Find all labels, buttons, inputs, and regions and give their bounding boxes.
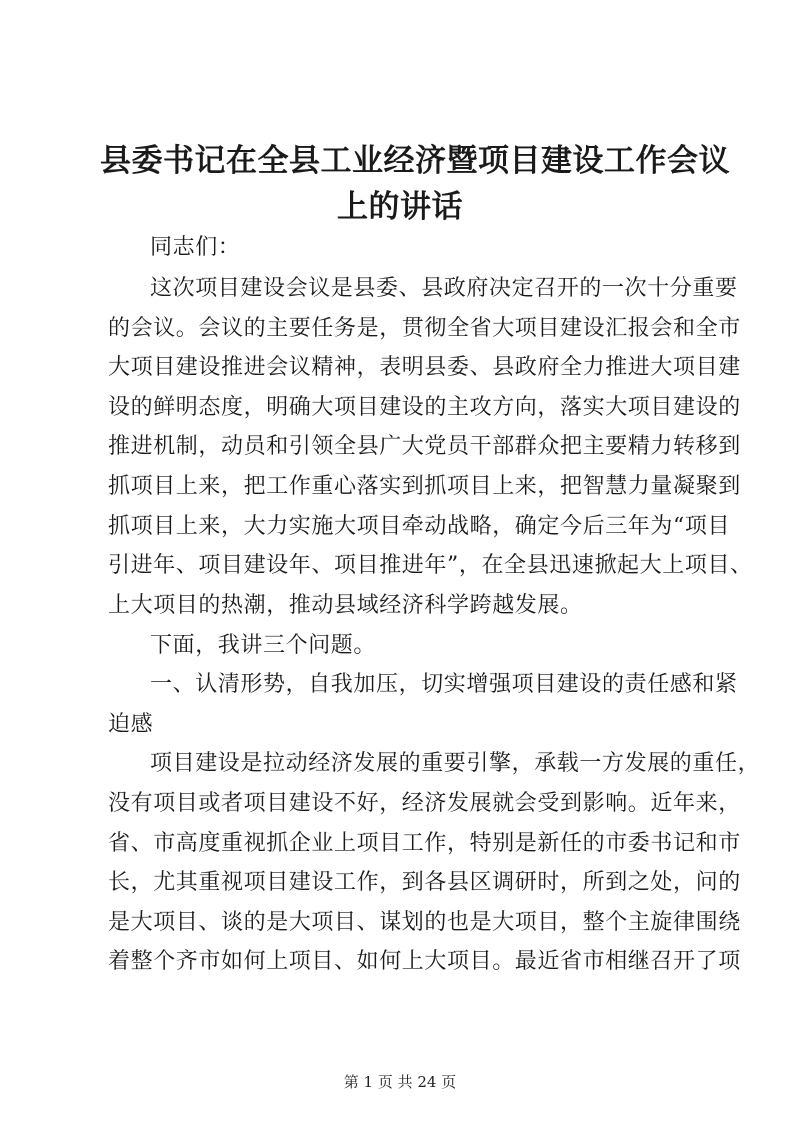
paragraph-line: 大项目建设推进会议精神，表明县委、县政府全力推进大项目建: [108, 355, 741, 380]
paragraph-line: 推进机制，动员和引领全县广大党员干部群众把主要精力转移到: [108, 434, 741, 459]
section-heading-line: 一、认清形势，自我加压，切实增强项目建设的责任感和紧: [150, 672, 738, 697]
paragraph-line: 长，尤其重视项目建设工作，到各县区调研时，所到之处，问的: [108, 870, 741, 895]
paragraph-line: 抓项目上来，把工作重心落实到抓项目上来，把智慧力量凝聚到: [108, 474, 741, 499]
page-number-footer: 第 1 页 共 24 页: [343, 1073, 457, 1091]
section-heading-line: 迫感: [108, 712, 154, 737]
paragraph-line: 没有项目或者项目建设不好，经济发展就会受到影响。近年来，: [108, 791, 741, 816]
paragraph-line: 着整个齐市如何上项目、如何上大项目。最近省市相继召开了项: [108, 949, 741, 974]
paragraph-line: 这次项目建设会议是县委、县政府决定召开的一次十分重要: [150, 276, 738, 301]
paragraph-line: 引进年、项目建设年、项目推进年”，在全县迅速掀起大上项目、: [108, 553, 753, 578]
document-title-line-2: 上的讲话: [337, 189, 463, 225]
paragraph-line: 是大项目、谈的是大项目、谋划的也是大项目，整个主旋律围绕: [108, 910, 741, 935]
salutation: 同志们：: [150, 235, 241, 260]
paragraph-line: 的会议。会议的主要任务是，贯彻全省大项目建设汇报会和全市: [108, 316, 741, 341]
paragraph-line: 抓项目上来，大力实施大项目牵动战略，确定今后三年为“项目: [108, 514, 731, 539]
paragraph-line: 设的鲜明态度，明确大项目建设的主攻方向，落实大项目建设的: [108, 395, 741, 420]
paragraph-line: 上大项目的热潮，推动县域经济科学跨越发展。: [108, 593, 583, 618]
paragraph-line: 下面，我讲三个问题。: [150, 633, 377, 658]
paragraph-line: 省、市高度重视抓企业上项目工作，特别是新任的市委书记和市: [108, 831, 741, 856]
document-title-line-1: 县委书记在全县工业经济暨项目建设工作会议: [100, 143, 730, 179]
paragraph-line: 项目建设是拉动经济发展的重要引擎，承载一方发展的重任，: [150, 751, 761, 776]
